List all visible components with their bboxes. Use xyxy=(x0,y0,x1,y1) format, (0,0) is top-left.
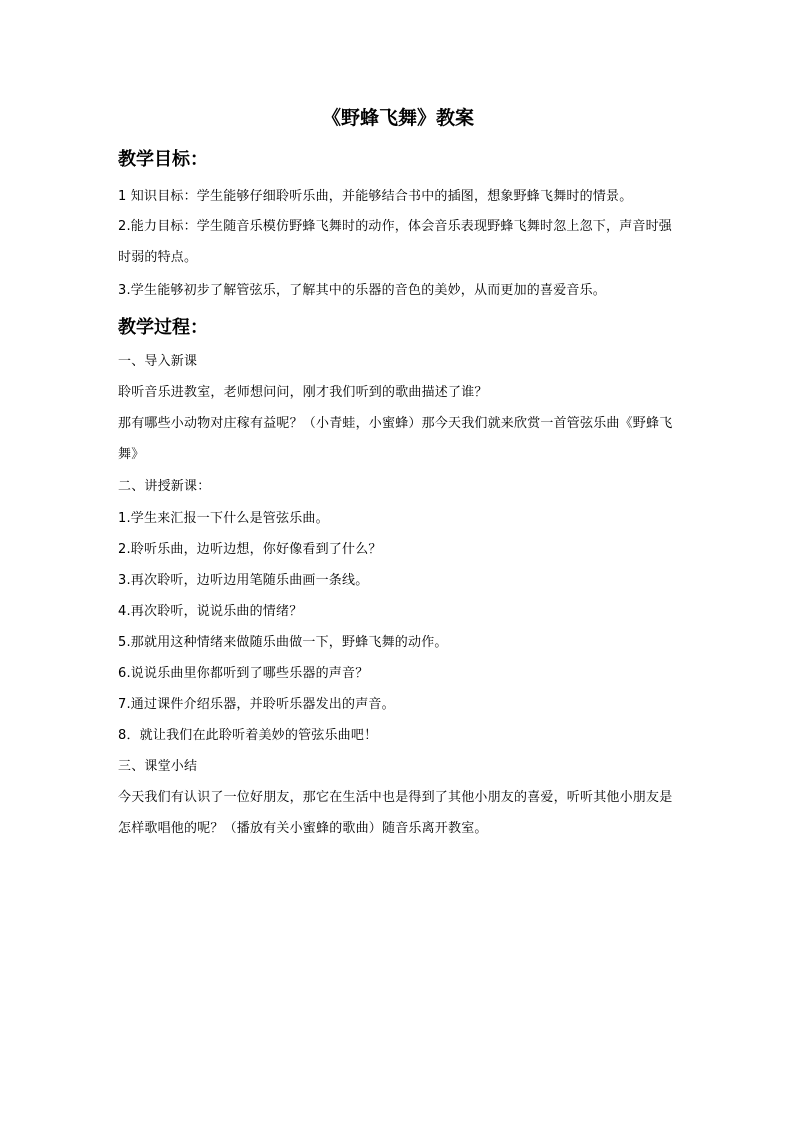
step-heading-summary: 三、课堂小结 xyxy=(118,759,198,774)
step-heading-intro: 一、导入新课 xyxy=(118,354,198,369)
lesson-item-2: 2.聆听乐曲，边听边想，你好像看到了什么？ xyxy=(118,542,382,557)
step-heading-new-lesson: 二、讲授新课： xyxy=(118,479,211,494)
section-heading-objectives: 教学目标： xyxy=(118,149,208,170)
intro-line-2: 那有哪些小动物对庄稼有益呢？（小青蛙，小蜜蜂）那今天我们就来欣赏一首管弦乐曲《野蜂飞舞》 xyxy=(118,416,673,462)
objective-ability: 2.能力目标：学生随音乐模仿野蜂飞舞时的动作，体会音乐表现野蜂飞舞时忽上忽下，声音时强时弱的特点。 xyxy=(118,219,673,265)
lesson-item-5: 5.那就用这种情绪来做随乐曲做一下，野蜂飞舞的动作。 xyxy=(118,635,448,650)
summary-text: 今天我们有认识了一位好朋友，那它在生活中也是得到了其他小朋友的喜爱，听听其他小朋友是怎样歌唱他的呢？（播放有关小蜜蜂的歌曲）随音乐离开教室。 xyxy=(118,790,673,836)
lesson-item-4: 4.再次聆听，说说乐曲的情绪？ xyxy=(118,604,303,619)
lesson-item-1: 1.学生来汇报一下什么是管弦乐曲。 xyxy=(118,511,329,526)
lesson-item-6: 6.说说乐曲里你都听到了哪些乐器的声音？ xyxy=(118,666,369,681)
section-heading-process: 教学过程： xyxy=(118,317,208,338)
objective-appreciation: 3.学生能够初步了解管弦乐，了解其中的乐器的音色的美妙，从而更加的喜爱音乐。 xyxy=(118,283,607,298)
objective-knowledge: 1 知识目标：学生能够仔细聆听乐曲，并能够结合书中的插图，想象野蜂飞舞时的情景。 xyxy=(118,189,633,204)
lesson-item-3: 3.再次聆听，边听边用笔随乐曲画一条线。 xyxy=(118,573,369,588)
intro-line-1: 聆听音乐进教室，老师想问问，刚才我们听到的歌曲描述了谁？ xyxy=(118,385,488,400)
lesson-item-8: 8．就让我们在此聆听着美妙的管弦乐曲吧！ xyxy=(118,728,378,743)
lesson-item-7: 7.通过课件介绍乐器，并聆听乐器发出的声音。 xyxy=(118,697,395,712)
document-title: 《野蜂飞舞》教案 xyxy=(321,107,474,129)
